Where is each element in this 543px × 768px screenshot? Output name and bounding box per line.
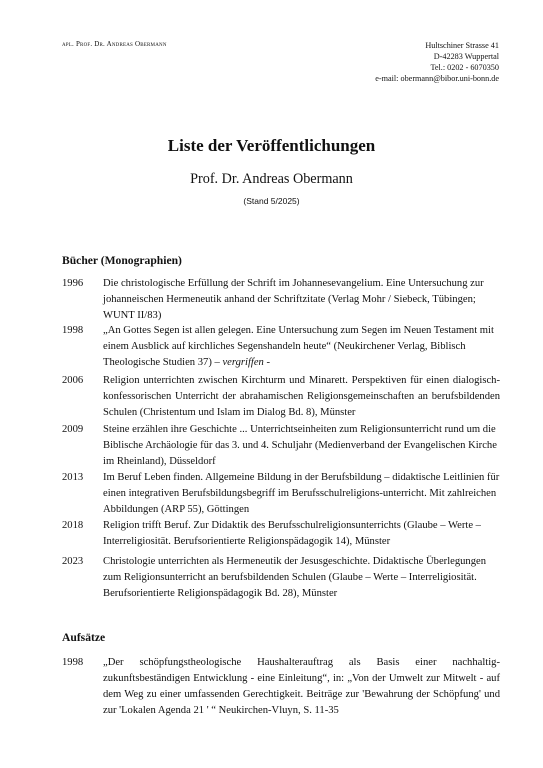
entry-text-main: „An Gottes Segen ist allen gelegen. Eine Untersuchung zum Segen im Neuen Testament mit einem Ausblick auf kirchliches Segenshandeln heute“ (Neukirchener Verlag, Biblisch Theologische Studien 37) –	[103, 325, 494, 368]
stand-date: (Stand 5/2025)	[243, 196, 300, 206]
page-title: Liste der Veröffentlichungen	[167, 136, 376, 155]
entry-text: Im Beruf Leben finden. Allgemeine Bildung in der Berufsbildung – didaktische Leitlinien für einen integrativen Berufsbildungsbegriff im Berufsschulreligions-unterricht. Mit zahlreichen Abbildungen (ARP 55), Göttingen	[103, 472, 500, 515]
address-street: Hultschiner Strasse 41	[425, 41, 499, 50]
header-author-text: apl. Prof. Dr. Andreas Obermann	[62, 40, 167, 48]
entry-text: Religion trifft Beruf. Zur Didaktik des Berufsschulreligionsunterrichts (Glaube – Werte – Interreligiosität. Berufsorientierte Religionspädagogik 14), Münster	[103, 520, 481, 547]
address-email: e-mail: obermann@bibor.uni-bonn.de	[375, 74, 499, 83]
entry-text: „Der schöpfungstheologische Haushalterauftrag als Basis einer nachhaltig-zukunftsbeständigen Entwicklung - eine Einleitung“, in: „Von der Umwelt zur Mitwelt - auf dem Weg zu einer umfassenden Gerechtigkeit. Beiträge zur 'Bewahrung der Schöpfung' und zur 'Lokalen Agenda 21 ' “ Neukirchen-Vluyn, S. 11-35	[103, 657, 500, 716]
entry-note-suffix: -	[263, 357, 271, 368]
header-address	[375, 40, 499, 84]
entry-year: 1996	[62, 278, 84, 289]
section-heading-books: Bücher (Monographien)	[62, 254, 182, 267]
entry-note: vergriffen	[222, 357, 264, 368]
header-author	[62, 40, 167, 48]
entry-year: 1998	[62, 325, 84, 336]
entry-year: 2023	[62, 556, 84, 567]
section-heading-articles: Aufsätze	[62, 631, 106, 644]
entry-text: Die christologische Erfüllung der Schrift im Johannesevangelium. Eine Untersuchung zur johanneischen Hermeneutik anhand der Schriftzitate (Verlag Mohr / Siebeck, Tübingen; WUNT II/83)	[103, 278, 484, 321]
page-subtitle: Prof. Dr. Andreas Obermann	[190, 171, 353, 187]
entry-year: 1998	[62, 657, 84, 668]
entry-text	[103, 323, 500, 371]
entry-text: Christologie unterrichten als Hermeneutik der Jesusgeschichte. Didaktische Überlegungen zum Religionsunterricht an berufsbildenden Schulen (Glaube – Werte – Interreligiosität. Berufsorientierte Religionspädagogik Bd. 28), Münster	[103, 556, 487, 599]
entry-text: Steine erzählen ihre Geschichte ... Unterrichtseinheiten zum Religionsunterricht rund um die Biblische Archäologie für das 3. und 4. Schuljahr (Medienverband der Evangelischen Kirche im Rheinland), Düsseldorf	[103, 424, 497, 467]
entry-year: 2013	[62, 472, 84, 483]
entry-year: 2006	[62, 375, 84, 386]
entry-year: 2009	[62, 424, 84, 435]
address-phone: Tel.: 0202 - 6070350	[430, 63, 499, 72]
entry-year: 2018	[62, 520, 84, 531]
address-city: D-42283 Wuppertal	[433, 52, 499, 61]
entry-text: Religion unterrichten zwischen Kirchturm und Minarett. Perspektiven für einen dialogisch-konfessorischen Unterricht der abrahamischen Religionsgemeinschaften an berufsbildenden Schulen (Christentum und Islam im Dialog Bd. 8), Münster	[103, 375, 500, 418]
